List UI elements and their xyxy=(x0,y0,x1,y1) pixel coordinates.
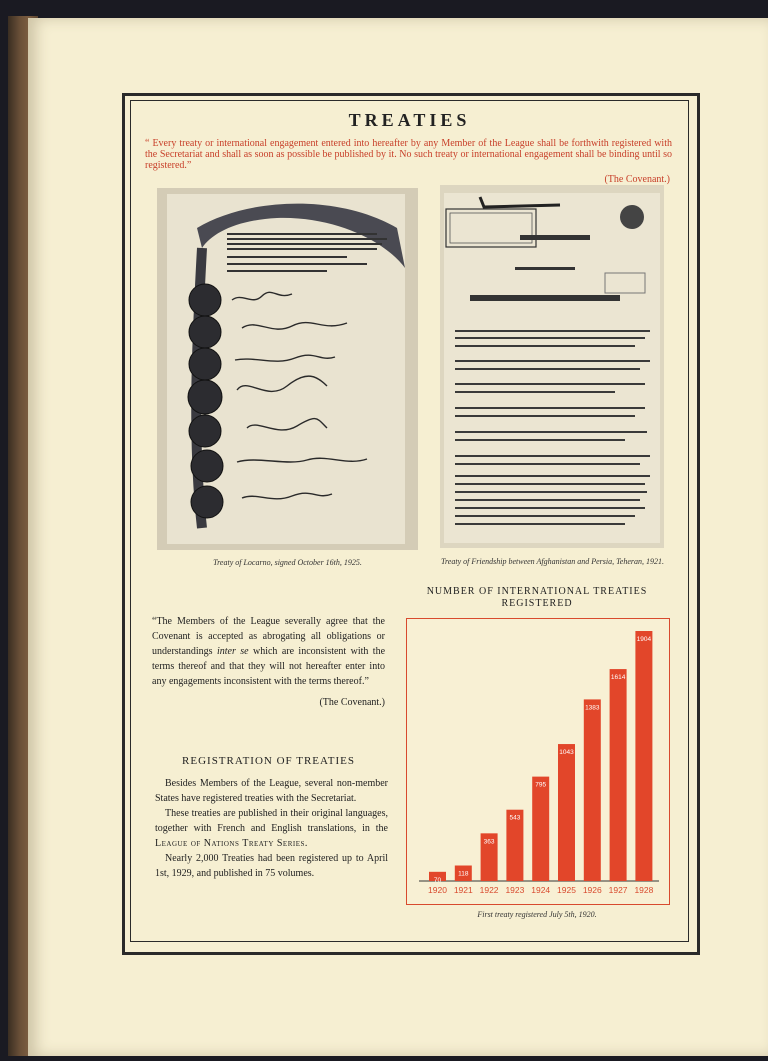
quote-text-latin: inter se xyxy=(216,646,249,657)
treaty-series-name: League of Nations Treaty Series xyxy=(155,838,305,849)
bar-1928 xyxy=(635,631,652,881)
category-label-1925: 1925 xyxy=(557,885,576,895)
bar-1925 xyxy=(558,744,575,881)
page-title: TREATIES xyxy=(348,110,471,130)
category-label-1921: 1921 xyxy=(453,885,473,895)
afghan-persia-treaty-image xyxy=(440,185,664,548)
registration-paragraph-1: Besides Members of the League, several non-member States have registered treaties with the Secretariat. xyxy=(155,778,388,804)
registration-paragraph-2 xyxy=(155,806,388,851)
locarno-treaty-image xyxy=(157,188,418,550)
p2-pre: These treaties are published in their original languages, together with French and English translations, in the xyxy=(155,808,388,834)
chart-caption: First treaty registered July 5th, 1920. xyxy=(477,910,597,919)
bar-value-label-1922: 363 xyxy=(483,838,495,846)
category-label-1926: 1926 xyxy=(582,885,602,895)
bar-value-label-1927: 1614 xyxy=(610,674,626,682)
registration-paragraph-3: Nearly 2,000 Treaties had been registered up to April 1st, 1929, and published in 75 volumes. xyxy=(155,853,388,879)
bar-value-label-1923: 543 xyxy=(509,814,521,822)
bar-value-label-1921: 118 xyxy=(458,870,469,878)
quote-text-post: which are inconsistent with the terms thereof and that they will not hereafter enter into any engagements inconsistent with the terms thereof.” xyxy=(152,646,386,687)
covenant-quote-text: “ Every treaty or international engagement entered into hereafter by any Member of the League shall be forthwith registered with the Secretariat and shall as soon as possible be published by it. No such treaty or international engagement shall be binding until so registered.” xyxy=(145,138,672,171)
afghan-persia-treaty-photo xyxy=(440,185,664,548)
chart-box xyxy=(406,618,670,905)
treaties-bar-chart xyxy=(407,619,669,904)
chart-title: NUMBER OF INTERNATIONAL TREATIES REGISTERED xyxy=(426,586,648,609)
afghan-persia-caption: Treaty of Friendship between Afghanistan and Persia, Teheran, 1921. xyxy=(440,557,665,566)
category-label-1927: 1927 xyxy=(608,885,628,895)
p2-post: . xyxy=(304,838,308,849)
covenant-source: (The Covenant.) xyxy=(604,174,670,185)
bar-value-label-1924: 795 xyxy=(535,781,547,789)
bar-value-label-1925: 1043 xyxy=(559,749,574,757)
category-label-1928: 1928 xyxy=(634,885,654,895)
bar-1924 xyxy=(532,777,549,881)
bar-1927 xyxy=(610,669,627,881)
registration-heading: REGISTRATION OF TREATIES xyxy=(182,755,355,767)
covenant-quote-top xyxy=(145,138,672,185)
bar-value-label-1926: 1383 xyxy=(585,704,600,712)
bar-1926 xyxy=(584,699,601,881)
category-label-1923: 1923 xyxy=(505,885,525,895)
category-label-1920: 1920 xyxy=(428,885,447,895)
quote-text-pre: “The Members of the League severally agree that the Covenant is accepted as abrogating all obligations or understandings xyxy=(152,616,385,657)
locarno-treaty-photo xyxy=(157,188,418,550)
locarno-caption: Treaty of Locarno, signed October 16th, 1925. xyxy=(213,558,362,567)
bar-value-label-1928: 1904 xyxy=(636,636,652,643)
category-label-1924: 1924 xyxy=(531,885,551,895)
category-label-1922: 1922 xyxy=(479,885,499,895)
bar-value-label-1920: 70 xyxy=(433,876,442,884)
covenant-quote-abrogation xyxy=(152,614,385,710)
registration-body xyxy=(155,776,388,881)
covenant-source-2: (The Covenant.) xyxy=(319,697,385,708)
